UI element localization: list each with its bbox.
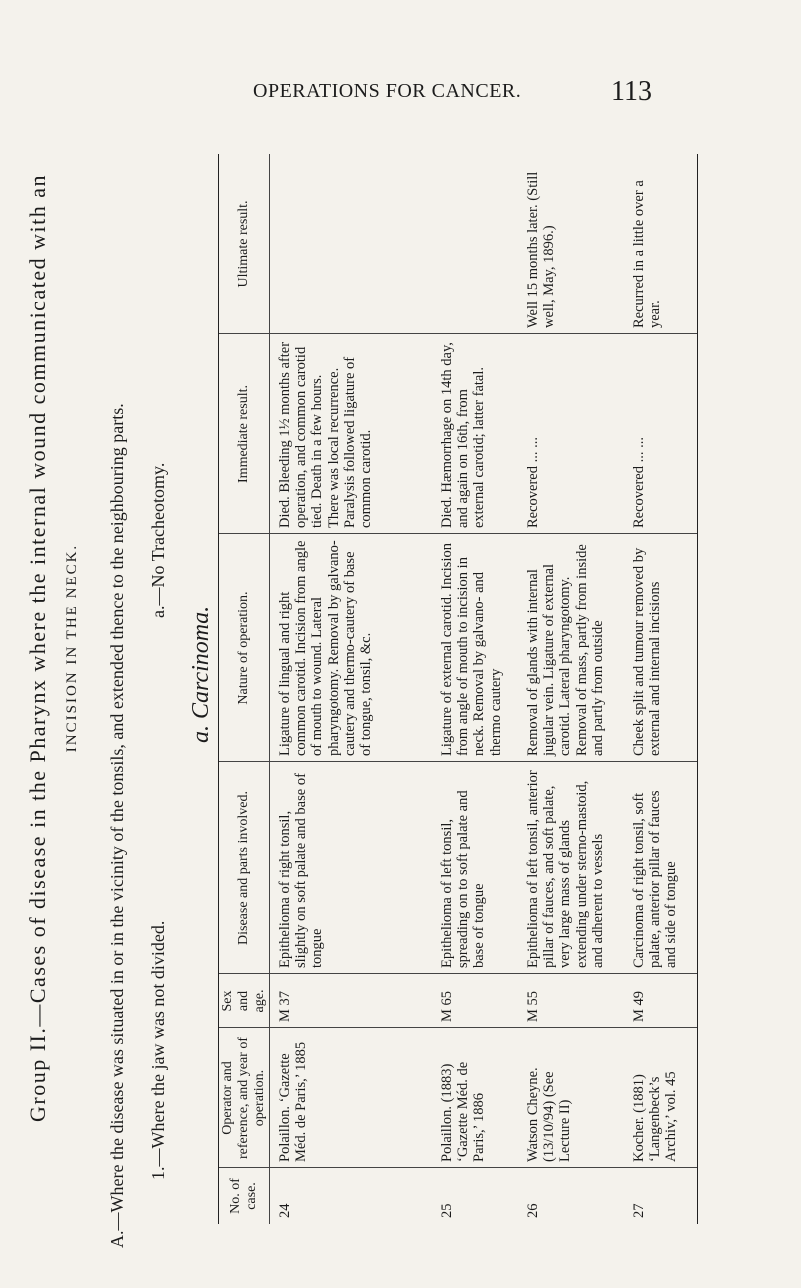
case-number: 27 (631, 1203, 647, 1218)
column-divider (219, 761, 697, 762)
table-row (521, 154, 627, 1224)
column-divider (219, 973, 697, 974)
table-row (627, 154, 697, 1224)
header-immediate-result: Immediate result. (235, 385, 251, 483)
header-disease: Disease and parts involved. (235, 791, 251, 945)
disease-parts: Epithelioma of left tonsil, spreading on to soft palate and base of tongue (439, 790, 488, 968)
group-title: Group II.—Cases of disease in the Pharynx where the internal wound communicated with an (25, 174, 50, 1122)
subheading-1: 1.—Where the jaw was not divided. (148, 920, 168, 1180)
section-heading: a. Carcinoma. (188, 605, 214, 743)
sex-age: M 55 (525, 990, 541, 1022)
sex-age: M 65 (439, 990, 455, 1022)
table-header-row (219, 154, 270, 1224)
ultimate-result (273, 154, 435, 334)
immediate-result: Died. Bleeding 1½ months after operation, and common carotid tied. Death in a few hours. There was local recurrence. Paralysis followed ligature of common carotid. (277, 341, 375, 528)
header-ultimate-result: Ultimate result. (235, 200, 251, 288)
sex-age: M 37 (277, 990, 293, 1022)
subheading-a-tracheotomy: a.—No Tracheotomy. (148, 462, 168, 618)
case-number: 25 (439, 1203, 455, 1218)
sex-age: M 49 (631, 990, 647, 1022)
disease-parts: Epithelioma of right tonsil, slightly on soft palate and base of tongue (277, 773, 326, 968)
header-case-no: No. of case. (227, 1178, 259, 1214)
case-number: 24 (277, 1203, 293, 1218)
immediate-result: Died. Hæmorrhage on 14th day, and again on 16th, from external carotid; latter fatal. (439, 342, 488, 528)
group-title-continued: INCISION IN THE NECK. (64, 543, 80, 753)
column-divider (219, 1167, 697, 1168)
immediate-result: Recovered ... ... (525, 437, 541, 528)
column-divider (219, 1027, 697, 1028)
immediate-result: Recovered ... ... (631, 437, 647, 528)
page-number: 113 (611, 76, 652, 107)
operation-nature: Ligature of external carotid. Incision from angle of mouth to incision in neck. Removal by galvano- and thermo cautery (439, 543, 504, 756)
case-number: 26 (525, 1203, 541, 1218)
ultimate-result: Recurred in a little over a year. (631, 180, 664, 328)
header-sex-age: Sex and age. (219, 989, 268, 1013)
column-divider (219, 333, 697, 334)
operator-reference: Polaillon. (1883) ‘Gazette Méd. de Paris,’ 1886 (439, 1061, 488, 1162)
operator-reference: Kocher. (1881) ‘Langenbeck’s Archiv,’ vol. 45 (631, 1071, 680, 1162)
operator-reference: Watson Cheyne. (13/10/94) (See Lecture II) (525, 1067, 574, 1162)
ultimate-result: Well 15 months later. (Still well, May, 1896.) (525, 171, 558, 328)
operator-reference: Polaillon. ‘Gazette Méd. de Paris,’ 1885 (277, 1041, 310, 1162)
header-operator: Operator and reference, and year of operation. (219, 1036, 268, 1160)
operation-nature: Removal of glands with internal jugular vein. Ligature of external carotid. Lateral pharyngotomy. Removal of mass, partly from inside and partly from outside (525, 544, 606, 756)
table-row (273, 154, 435, 1224)
disease-parts: Epithelioma of left tonsil, anterior pillar of fauces, and soft palate, very large mass of glands extending under sterno-mastoid, and adherent to vessels (525, 770, 606, 968)
operation-nature: Ligature of lingual and right common carotid. Incision from angle of mouth to wound. Lateral pharyngotomy. Removal by galvano-cautery and thermo-cautery of base of tongue, tonsil, &c. (277, 540, 375, 756)
table-row (435, 154, 521, 1224)
page-title: OPERATIONS FOR CANCER. (253, 80, 522, 102)
cases-table (218, 154, 698, 1224)
header-operation: Nature of operation. (235, 591, 251, 705)
operation-nature: Cheek split and tumour removed by external and internal incisions (631, 547, 664, 756)
subheading-a: A.—Where the disease was situated in or in the vicinity of the tonsils, and extended thence to the neighbouring parts. (107, 403, 127, 1248)
column-divider (219, 533, 697, 534)
disease-parts: Carcinoma of right tonsil, soft palate, anterior pillar of fauces and side of tongue (631, 790, 680, 968)
ultimate-result (435, 154, 521, 334)
